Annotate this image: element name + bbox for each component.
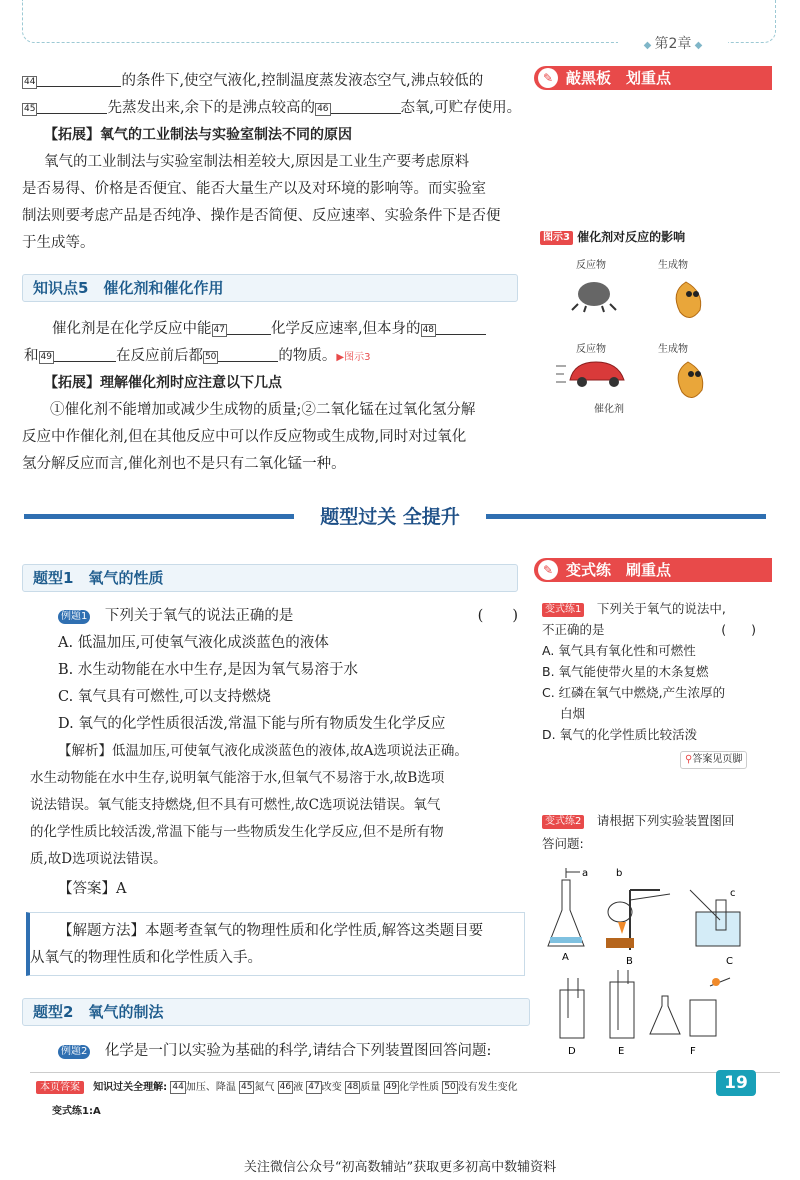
ext1-line: 制法则要考虑产品是否纯净、操作是否简便、反应速率、实验条件下是否便 — [22, 208, 501, 224]
product-icon — [676, 282, 701, 318]
ext1-line: 氧气的工业制法与实验室制法相差较大,原因是工业生产要考虑原料 — [44, 154, 470, 170]
kp5-ext-line: 氢分解反应而言,催化剂也不是只有二氧化锰一种。 — [22, 456, 346, 472]
analysis-line: 的化学性质比较活泼,常温下能与一些物质发生化学反应,但不是所有物 — [30, 824, 444, 840]
reactant-label: 反应物 — [576, 344, 606, 355]
product-label: 生成物 — [658, 344, 688, 355]
kp5-ext-title: 【拓展】理解催化剂时应注意以下几点 — [44, 375, 282, 391]
catalyst-car-icon — [570, 362, 624, 380]
apparatus-e-bottle — [610, 982, 634, 1038]
example1-question: 例题1 下列关于氧气的说法正确的是 ( ) — [58, 603, 518, 630]
pin-icon: ⚲ — [685, 754, 693, 765]
apparatus-d-bottle — [560, 990, 584, 1038]
part-label: c — [730, 888, 736, 899]
figure-caption: 图示3 催化剂对反应的影响 — [540, 228, 685, 245]
reactant-label: 反应物 — [576, 260, 606, 271]
tip-line: 从氧气的物理性质和化学性质入手。 — [30, 950, 262, 966]
part-label: a — [582, 868, 589, 879]
kp5-line-1: 催化剂是在化学反应中能 47 化学反应速率,但本身的 48 — [52, 316, 486, 343]
answer-row: 本页答案 知识过关全理解: 44 加压、降温 45 氮气 46 液 47 改变 48 质量 49 化学性质 50 没有发生变化 — [36, 1078, 518, 1094]
analysis-line: 【解析】低温加压,可使氧气液化成淡蓝色的液体,故A选项说法正确。 — [58, 743, 468, 759]
catalyst-illustration — [556, 254, 746, 424]
apparatus-label: E — [618, 1046, 625, 1057]
apparatus-label: F — [690, 1046, 696, 1057]
option-a: A. 低温加压,可使氧气液化成淡蓝色的液体 — [58, 635, 329, 651]
kp5-ext-line: ①催化剂不能增加或减少生成物的质量;②二氧化锰在过氧化氢分解 — [50, 402, 476, 418]
intro-line-2: 45 先蒸发出来,余下的是沸点较高的 46 态氧,可贮存使用。 — [24, 100, 522, 116]
answer-line: 【答案】A — [58, 881, 127, 897]
answer-note: ⚲答案见页脚 — [680, 751, 747, 769]
pen-icon: ✎ — [538, 68, 558, 88]
banner-rule-right — [486, 514, 766, 519]
ext1-line: 是否易得、价格是否便宜、能否大量生产以及对环境的影响等。而实验室 — [22, 181, 486, 197]
pen-icon: ✎ — [538, 560, 558, 580]
practice1-option-d: D. 氧气的化学性质比较活泼 — [542, 727, 698, 742]
section-banner: 题型过关 全提升 — [320, 506, 460, 528]
part-label: b — [616, 868, 623, 879]
intro-line-1: 44 的条件下,使空气液化,控制温度蒸发液态空气,沸点较低的 — [24, 73, 484, 89]
page-number: 19 — [716, 1070, 756, 1096]
kp5-line-2: 和 49 在反应前后都 50 的物质。▶图示3 — [24, 348, 371, 364]
sidebar-title-blackboard: ✎ 敲黑板 划重点 — [534, 66, 772, 90]
apparatus-a-flask — [548, 880, 584, 946]
product-label: 生成物 — [658, 260, 688, 271]
ext1-line: 于生成等。 — [22, 235, 95, 251]
chapter-label: ◆ 第2章 ◆ — [618, 30, 728, 58]
apparatus-label: B — [626, 956, 633, 967]
example2-question: 例题2 化学是一门以实验为基础的科学,请结合下列装置图回答问题: — [58, 1038, 491, 1065]
practice-answer: 变式练1:A — [52, 1106, 101, 1117]
section-header-type2: 题型2 氧气的制法 — [22, 998, 530, 1026]
section-header-type1: 题型1 氧气的性质 — [22, 564, 518, 592]
watermark-text: 关注微信公众号“初高数辅站”获取更多初高中数辅资料 — [243, 1160, 557, 1175]
apparatus-label: C — [726, 956, 733, 967]
tip-line: 【解题方法】本题考查氧气的物理性质和化学性质,解答这类题目要 — [58, 923, 484, 939]
option-b: B. 水生动物能在水中生存,是因为氧气易溶于水 — [58, 662, 358, 678]
practice1-question: 变式练1 下列关于氧气的说法中, — [542, 598, 726, 619]
practice1-option-b: B. 氧气能使带火星的木条复燃 — [542, 664, 709, 679]
kp5-ext-line: 反应中作催化剂,但在其他反应中可以作反应物或生成物,同时对过氧化 — [22, 429, 467, 445]
analysis-line: 说法错误。氧气能支持燃烧,但不具有可燃性,故C选项说法错误。氧气 — [30, 797, 441, 813]
practice1-question: 不正确的是 ( ) — [542, 622, 756, 637]
option-c: C. 氧气具有可燃性,可以支持燃烧 — [58, 689, 271, 705]
practice2-question: 变式练2 请根据下列实验装置图回 — [542, 810, 734, 831]
section-header-kp5: 知识点5 催化剂和催化作用 — [22, 274, 518, 302]
practice1-option-a: A. 氧气具有氧化性和可燃性 — [542, 643, 696, 658]
apparatus-diagram — [540, 860, 766, 1060]
option-d: D. 氧气的化学性质很活泼,常温下能与所有物质发生化学反应 — [58, 716, 446, 732]
catalyst-label: 催化剂 — [594, 404, 624, 415]
apparatus-c-trough — [696, 912, 740, 946]
ext1-title: 【拓展】氧气的工业制法与实验室制法不同的原因 — [44, 127, 352, 143]
analysis-line: 水生动物能在水中生存,说明氧气能溶于水,但氧气不易溶于水,故B选项 — [30, 770, 445, 786]
apparatus-label: A — [562, 952, 569, 963]
slow-reactant-icon — [578, 282, 610, 306]
practice1-option-c: C. 红磷在氧气中燃烧,产生浓厚的 — [542, 685, 726, 700]
sidebar-title-practice: ✎ 变式练 刷重点 — [534, 558, 772, 582]
analysis-line: 质,故D选项说法错误。 — [30, 851, 167, 867]
practice1-option-c: 白烟 — [560, 706, 586, 721]
apparatus-label: D — [568, 1046, 576, 1057]
practice2-question: 答问题: — [542, 836, 584, 851]
apparatus-f-flask — [650, 996, 680, 1034]
banner-rule-left — [24, 514, 294, 519]
